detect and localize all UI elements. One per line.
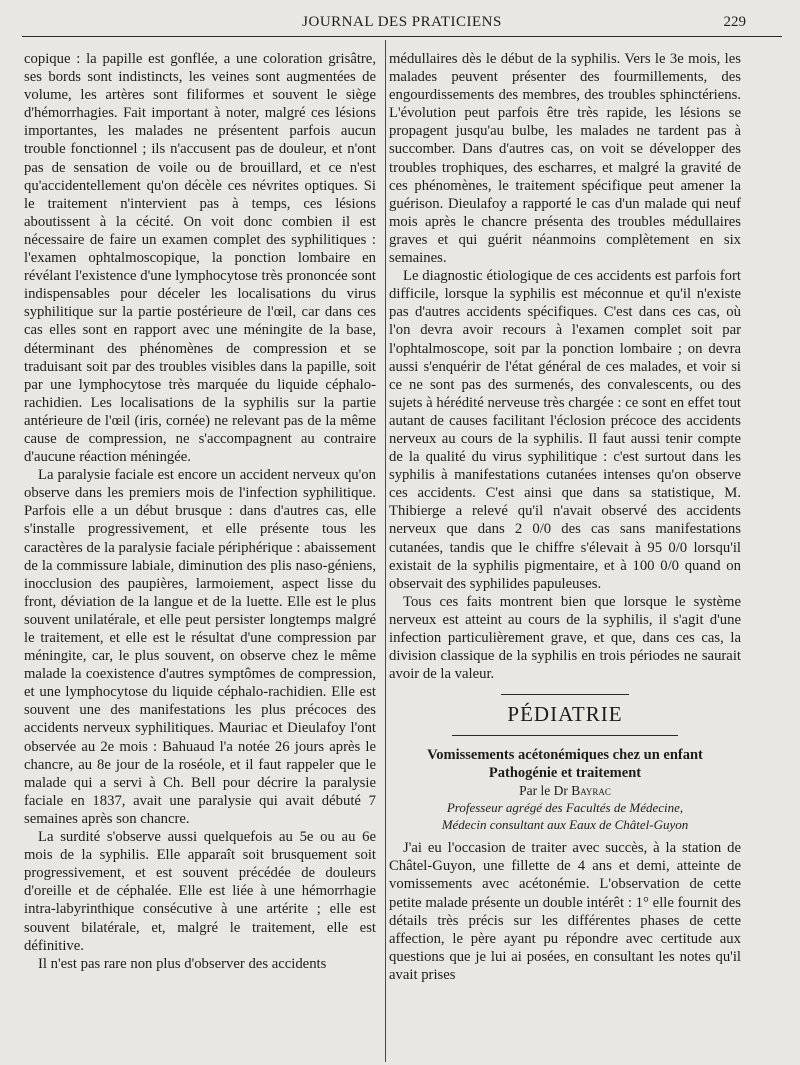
right-column (389, 50, 741, 984)
paragraph: médullaires dès le début de la syphilis. Vers le 3e mois, les malades peuvent présenter des fourmillements, des engourdissements des membres, des troubles sphinctériens. L'évolution peut parfois être très rapide, les lésions se propagent jusqu'au bulbe, les malades ne tardent pas à succomber. Dans d'autres cas, on voit se développer des troubles trophiques, des escharres, et malgré la gravité de ces phénomènes, le traitement spécifique peut amener la guérison. Dieulafoy a rapporté le cas d'un malade qui neuf mois après le chancre présenta des troubles médullaires graves et qui guérit néanmoins complètement en six semaines. (389, 51, 741, 267)
paragraph: Tous ces faits montrent bien que lorsque le système nerveux est atteint au cours de la syphilis, il s'agit d'une infection particulièrement grave, et que, dans ces cas, la division classique de la syphilis en trois périodes ne saurait avoir de la valeur. (389, 593, 741, 683)
left-column (24, 50, 376, 973)
page-header (22, 8, 782, 37)
author-name: Bayrac (571, 783, 611, 799)
paragraph: Il n'est pas rare non plus d'observer des accidents (38, 955, 327, 972)
column-divider (385, 40, 386, 1062)
paragraph: Le diagnostic étiologique de ces accidents est parfois fort difficile, lorsque la syphilis est méconnue et qu'il n'existe pas d'autres accidents spécifiques. C'est dans ces cas, où l'on devra avoir recours à l'examen complet soit par l'ophtalmoscope, soit par la ponction lombaire ; on devra aussi s'enquérir de l'état général de ces malades, et voir si ce ne sont pas des surmenés, des convalescents, ou des sujets à hérédité nerveuse très chargée : ce sont en effet tout autant de causes facilitant l'éclosion précoce des accidents nerveux au cours de la syphilis. Il faut aussi tenir compte de la qualité du virus syphilitique : c'est surtout dans les syphilis à manifestations cutanées intenses qu'on observe ces accidents. C'est ainsi que dans sa statistique, M. Thibierge a relevé qu'il n'avait observé des accidents nerveux que dans 2 0/0 des cas sans manifestations cutanées, tandis que le chiffre s'élevait à 95 0/0 lorsqu'il existait de la syphilis pigmentaire, et à 100 0/0 quand on observait des syphilides papuleuses. (389, 268, 741, 592)
section-rule-bottom (452, 735, 678, 736)
byline-prefix: Par le Dr (519, 783, 568, 799)
author-affiliation: Médecin consultant aux Eaux de Châtel-Guyon (441, 817, 689, 833)
byline (389, 782, 741, 799)
page-number: 229 (723, 14, 746, 30)
running-title: JOURNAL DES PRATICIENS (302, 14, 502, 30)
article-body: J'ai eu l'occasion de traiter avec succès, à la station de Châtel-Guyon, une fillette de 4 ans et demi, atteinte de vomissements avec acétonémie. L'observation de cette petite malade présente un double intérêt : 1° elle fournit des détails très précis sur les différentes phases de cette affection, le père ayant pu répondre avec certitude aux questions que je lui ai posées, en consultant les notes qu'il avait prises (389, 840, 741, 983)
article-title-line: Vomissements acétonémiques chez un enfant (427, 747, 703, 764)
article-subtitle-line: Pathogénie et traitement (488, 765, 642, 782)
section-title: PÉDIATRIE (507, 702, 623, 727)
article-title (389, 746, 741, 782)
paragraph: La paralysie faciale est encore un accident nerveux qu'on observe dans les premiers mois de l'infection syphilitique. Parfois elle a un début brusque : dans d'autres cas, elle s'installe progressivement, et elle présente tous les caractères de la paralysie faciale périphérique : abaissement de la commissure labiale, diminution des plis naso-géniens, inocclusion des paupières, larmoiement, aspect lisse du front, déviation de la langue et de la luette. Elle est le plus souvent unilatérale, et elle peut persister longtemps malgré le traitement, et elle est le résultat d'une compression par méningite, car, le plus souvent, on observe chez le même malade la coexistence d'autres symptômes de compression, et une lymphocytose du liquide céphalo-rachidien. Elle est souvent une des manifestations les plus précoces des accidents nerveux syphilitiques. Mauriac et Dieulafoy l'ont observée au 2e mois : Bahuaud l'a notée 26 jours après le chancre, au 8e jour de la roséole, et il faut rappeler que le malade qui a servi à Ch. Bell pour décrire la paralysie faciale en 1837, avait une paralysie qui avait débuté 7 semaines après son chancre. (24, 467, 376, 827)
paragraph: La surdité s'observe aussi quelquefois au 5e ou au 6e mois de la syphilis. Elle apparaît soit brusquement soit progressivement, et est souvent précédée de douleurs d'oreille et de céphalée. Elle est liée à une hémorrhagie intra-labyrinthique consécutive à une artérite ; elle est souvent bilatérale, et, malgré le traitement, elle est définitive. (24, 829, 376, 954)
section-rule-top (501, 694, 629, 695)
author-affiliation: Professeur agrégé des Facultés de Médecine, (446, 800, 684, 816)
paragraph: copique : la papille est gonflée, a une coloration grisâtre, ses bords sont indistincts, les veines sont augmentées de volume, les artères sont filiformes et souvent le siège d'hémorrhagies. Fait important à noter, malgré ces lésions importantes, les malades ne présentent parfois aucun trouble fonctionnel ; ils n'accusent pas de douleur, et n'ont pas de sensation de voile ou de brouillard, et ce n'est qu'accidentellement qu'on décèle ces névrites optiques. Si le traitement n'intervient pas à temps, ces lésions aboutissent à la cécité. On voit donc combien il est nécessaire de faire un examen complet des syphilitiques : l'examen ophtalmoscopique, la ponction lombaire en révélant l'existence d'une lymphocytose très prononcée sont indispensables pour déceler les localisations du virus syphilitique sur la partie postérieure de l'œil, car dans ces cas elles sont en rapport avec une méningite de la base, déterminant des phénomènes de compression et se traduisant soit par des troubles visibles dans la papille, soit par une lymphocytose très marquée du liquide céphalo-rachidien. Les localisations de la syphilis sur la partie antérieure de l'œil (iris, cornée) ne relevant pas de la même cause de compression, ne s'accompagnent au contraire d'aucune réaction méningée. (24, 51, 376, 466)
